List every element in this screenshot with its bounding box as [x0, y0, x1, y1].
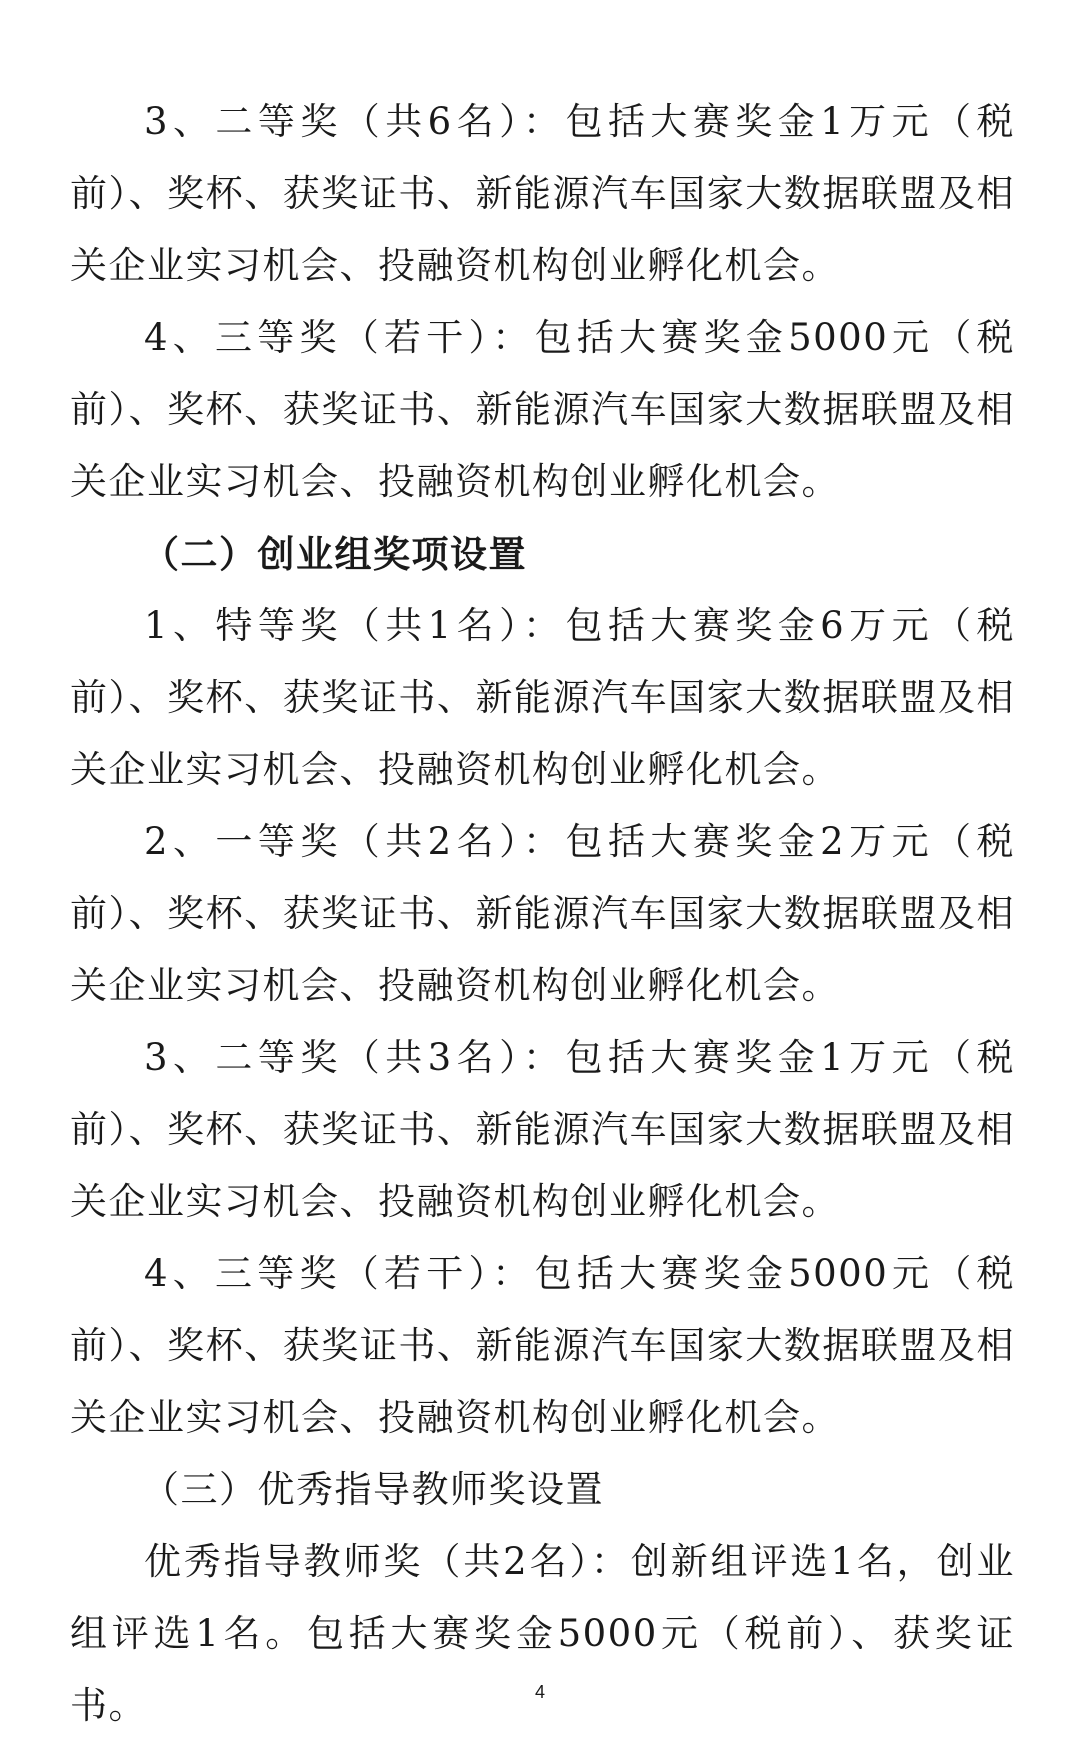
- section-heading-advisor: （三）优秀指导教师奖设置: [142, 1468, 604, 1511]
- award-advisor: 优秀指导教师奖（共2名）：创新组评选1名，创业组评选1名。包括大赛奖金5000元（税前）、获奖证书。: [70, 1540, 1015, 1727]
- award-second-prize-innovation: 3、二等奖（共6名）：包括大赛奖金1万元（税前）、奖杯、获奖证书、新能源汽车国家大数据联盟及相关企业实习机会、投融资机构创业孵化机会。: [70, 100, 1015, 287]
- section-heading-startup: （二）创业组奖项设置: [142, 532, 527, 576]
- award-third-prize-innovation: 4、三等奖（若干）：包括大赛奖金5000元（税前）、奖杯、获奖证书、新能源汽车国家大数据联盟及相关企业实习机会、投融资机构创业孵化机会。: [70, 316, 1015, 503]
- award-third-prize-startup: 4、三等奖（若干）：包括大赛奖金5000元（税前）、奖杯、获奖证书、新能源汽车国家大数据联盟及相关企业实习机会、投融资机构创业孵化机会。: [70, 1252, 1015, 1439]
- award-special-prize-startup: 1、特等奖（共1名）：包括大赛奖金6万元（税前）、奖杯、获奖证书、新能源汽车国家大数据联盟及相关企业实习机会、投融资机构创业孵化机会。: [70, 604, 1015, 791]
- award-first-prize-startup: 2、一等奖（共2名）：包括大赛奖金2万元（税前）、奖杯、获奖证书、新能源汽车国家大数据联盟及相关企业实习机会、投融资机构创业孵化机会。: [70, 820, 1015, 1007]
- award-second-prize-startup: 3、二等奖（共3名）：包括大赛奖金1万元（税前）、奖杯、获奖证书、新能源汽车国家大数据联盟及相关企业实习机会、投融资机构创业孵化机会。: [70, 1036, 1015, 1223]
- document-page: [70, 86, 1015, 1742]
- page-number: 4: [534, 1682, 545, 1702]
